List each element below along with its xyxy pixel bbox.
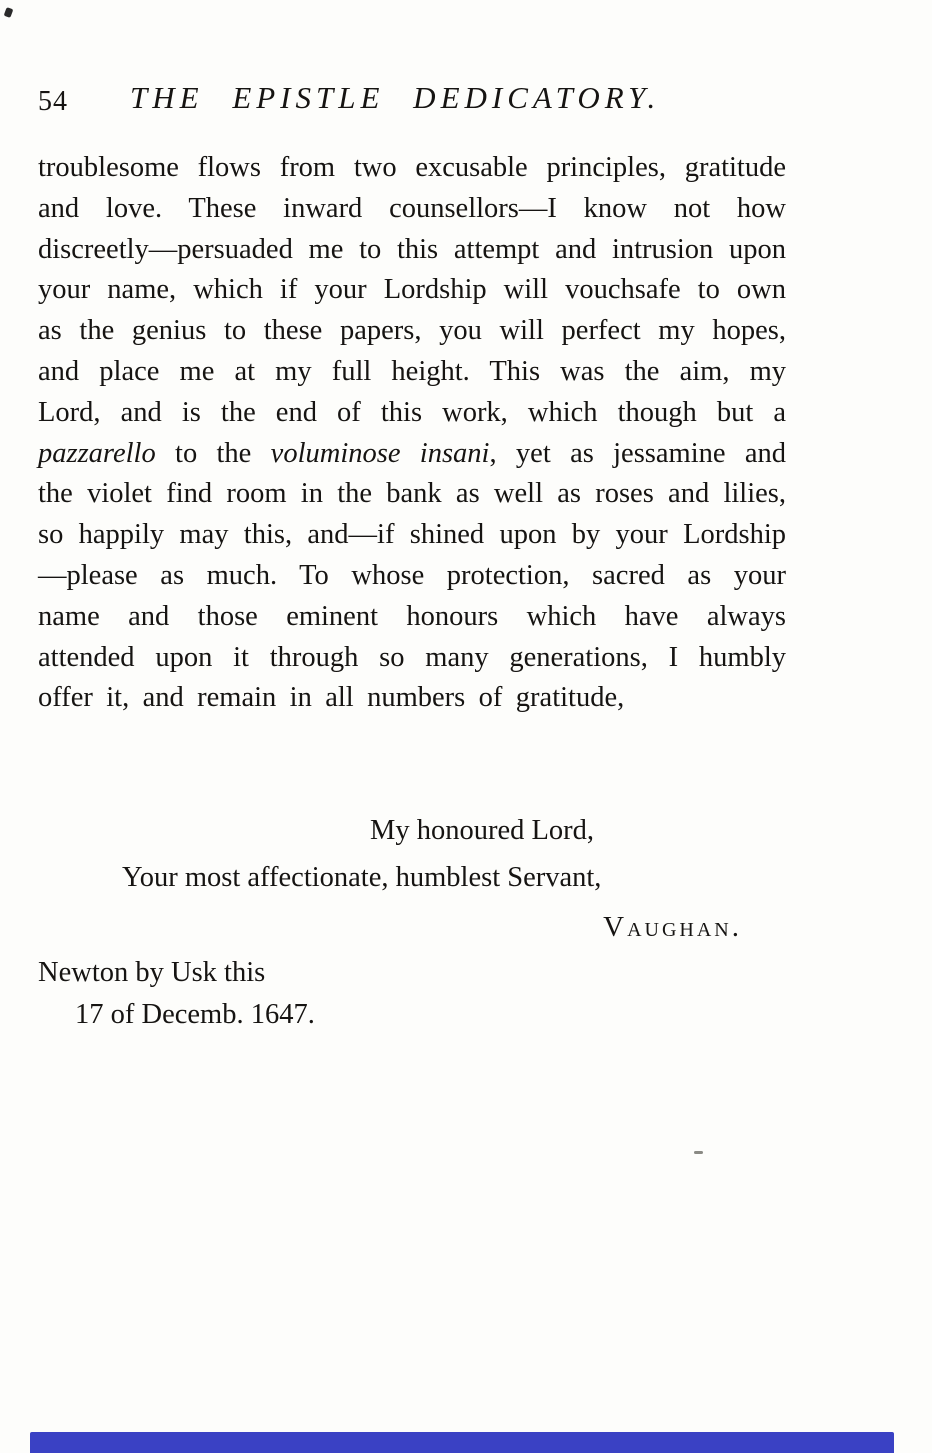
running-title: THE EPISTLE DEDICATORY. bbox=[130, 80, 661, 115]
date-line: 17 of Decemb. 1647. bbox=[75, 999, 315, 1030]
scan-speck bbox=[694, 1151, 703, 1154]
scan-corner-mark bbox=[4, 7, 14, 18]
dedication-paragraph bbox=[38, 148, 786, 719]
salutation-line: My honoured Lord, bbox=[370, 815, 595, 846]
paragraph-segment: , yet as jessamine and the violet find room in the bank as well as roses and lilies, so happily may this, and—if shined upon by your Lordship—please as much. To whose protection, sacred as your name and those eminent honours which have always attended upon it through so many generations, I humbly offer it, and remain in all numbers of gratitude, bbox=[38, 437, 786, 714]
paragraph-segment: to the bbox=[155, 437, 271, 469]
scan-bottom-bar bbox=[30, 1432, 894, 1453]
paragraph-segment-italic: voluminose insani bbox=[270, 437, 490, 469]
page-number: 54 bbox=[38, 86, 68, 117]
place-line: Newton by Usk this bbox=[38, 957, 266, 988]
signature: Vaughan. bbox=[603, 911, 742, 943]
paragraph-segment: troublesome flows from two excusable principles, gratitude and love. These inward counsellors—I know not how discreetly—persuaded me to this attempt and intrusion upon your name, which if your Lordship will vouchsafe to own as the genius to these papers, you will perfect my hopes, and place me at my full height. This was the aim, my Lord, and is the end of this work, which though but a bbox=[38, 152, 786, 428]
valediction-line: Your most affectionate, humblest Servant, bbox=[122, 862, 602, 893]
paragraph-segment-italic: pazzarello bbox=[38, 437, 156, 469]
closing-block bbox=[38, 810, 786, 1035]
page-header bbox=[38, 80, 786, 124]
